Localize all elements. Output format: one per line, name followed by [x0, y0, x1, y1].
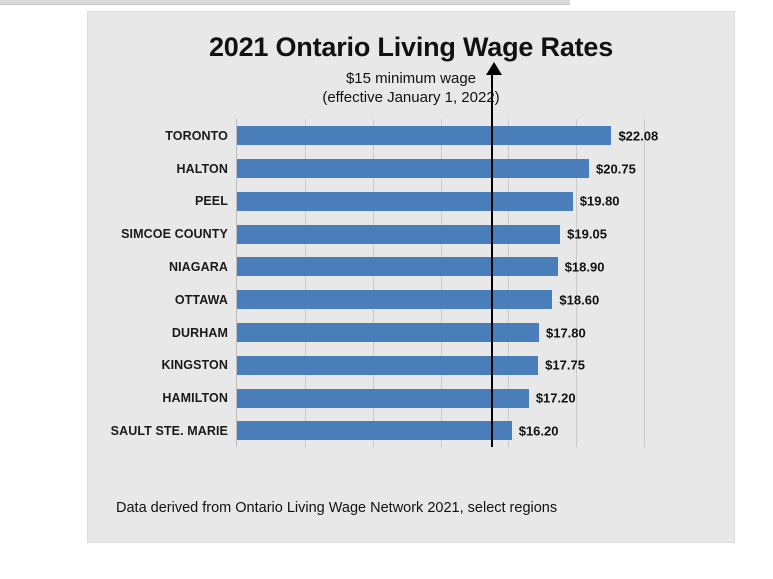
bar [237, 323, 586, 342]
bar-value-label: $16.20 [518, 423, 559, 439]
bar [237, 159, 636, 178]
table-row [121, 218, 644, 251]
bar-value-label: $17.80 [545, 325, 586, 341]
table-row [110, 415, 644, 448]
minimum-wage-annotation [88, 69, 734, 107]
bar-category-label: NIAGARA [168, 259, 228, 274]
table-row [171, 316, 644, 349]
bar-value-label: $22.08 [618, 128, 659, 144]
source-footnote: Data derived from Ontario Living Wage Network 2021, select regions [116, 500, 558, 516]
bar [237, 225, 607, 244]
chart-plot-wrapper [88, 113, 734, 465]
table-row [165, 119, 659, 152]
bar-category-label: SAULT STE. MARIE [110, 423, 228, 438]
bar-category-label: PEEL [194, 194, 228, 209]
bar-value-label: $17.75 [545, 357, 585, 373]
minimum-wage-annotation-line1: $15 minimum wage [345, 70, 477, 87]
bar [237, 290, 600, 309]
table-row [168, 251, 644, 284]
bar [237, 421, 559, 440]
table-row [162, 382, 644, 415]
bar-value-label: $17.20 [535, 390, 576, 406]
bar [237, 192, 620, 211]
bar-category-label: KINGSTON [161, 358, 228, 373]
bar-category-label: OTTAWA [174, 292, 228, 307]
table-row [174, 283, 644, 316]
chart-plot-area [110, 119, 659, 447]
bar-value-label: $20.75 [596, 161, 636, 177]
bar-category-label: DURHAM [171, 325, 228, 340]
gridline [644, 119, 645, 447]
table-row [194, 185, 644, 218]
bar-category-label: SIMCOE COUNTY [121, 227, 228, 242]
bar-category-label: HAMILTON [162, 391, 228, 406]
minimum-wage-annotation-line2: (effective January 1, 2022) [322, 89, 500, 107]
table-row [161, 349, 644, 382]
top-strip [0, 0, 570, 5]
bar-value-label: $19.05 [567, 226, 607, 242]
bar [237, 126, 659, 145]
minimum-wage-marker-line [491, 71, 493, 447]
bar [237, 257, 605, 276]
bar-rows [110, 119, 659, 447]
bar-category-label: HALTON [176, 161, 228, 176]
bar-value-label: $18.90 [564, 259, 605, 275]
bar-value-label: $19.80 [579, 193, 620, 209]
bar-category-label: TORONTO [165, 128, 228, 143]
bar-value-label: $18.60 [559, 292, 600, 308]
slide-canvas [88, 12, 734, 542]
bar [237, 389, 576, 408]
page-title: 2021 Ontario Living Wage Rates [208, 32, 614, 62]
table-row [176, 152, 644, 185]
